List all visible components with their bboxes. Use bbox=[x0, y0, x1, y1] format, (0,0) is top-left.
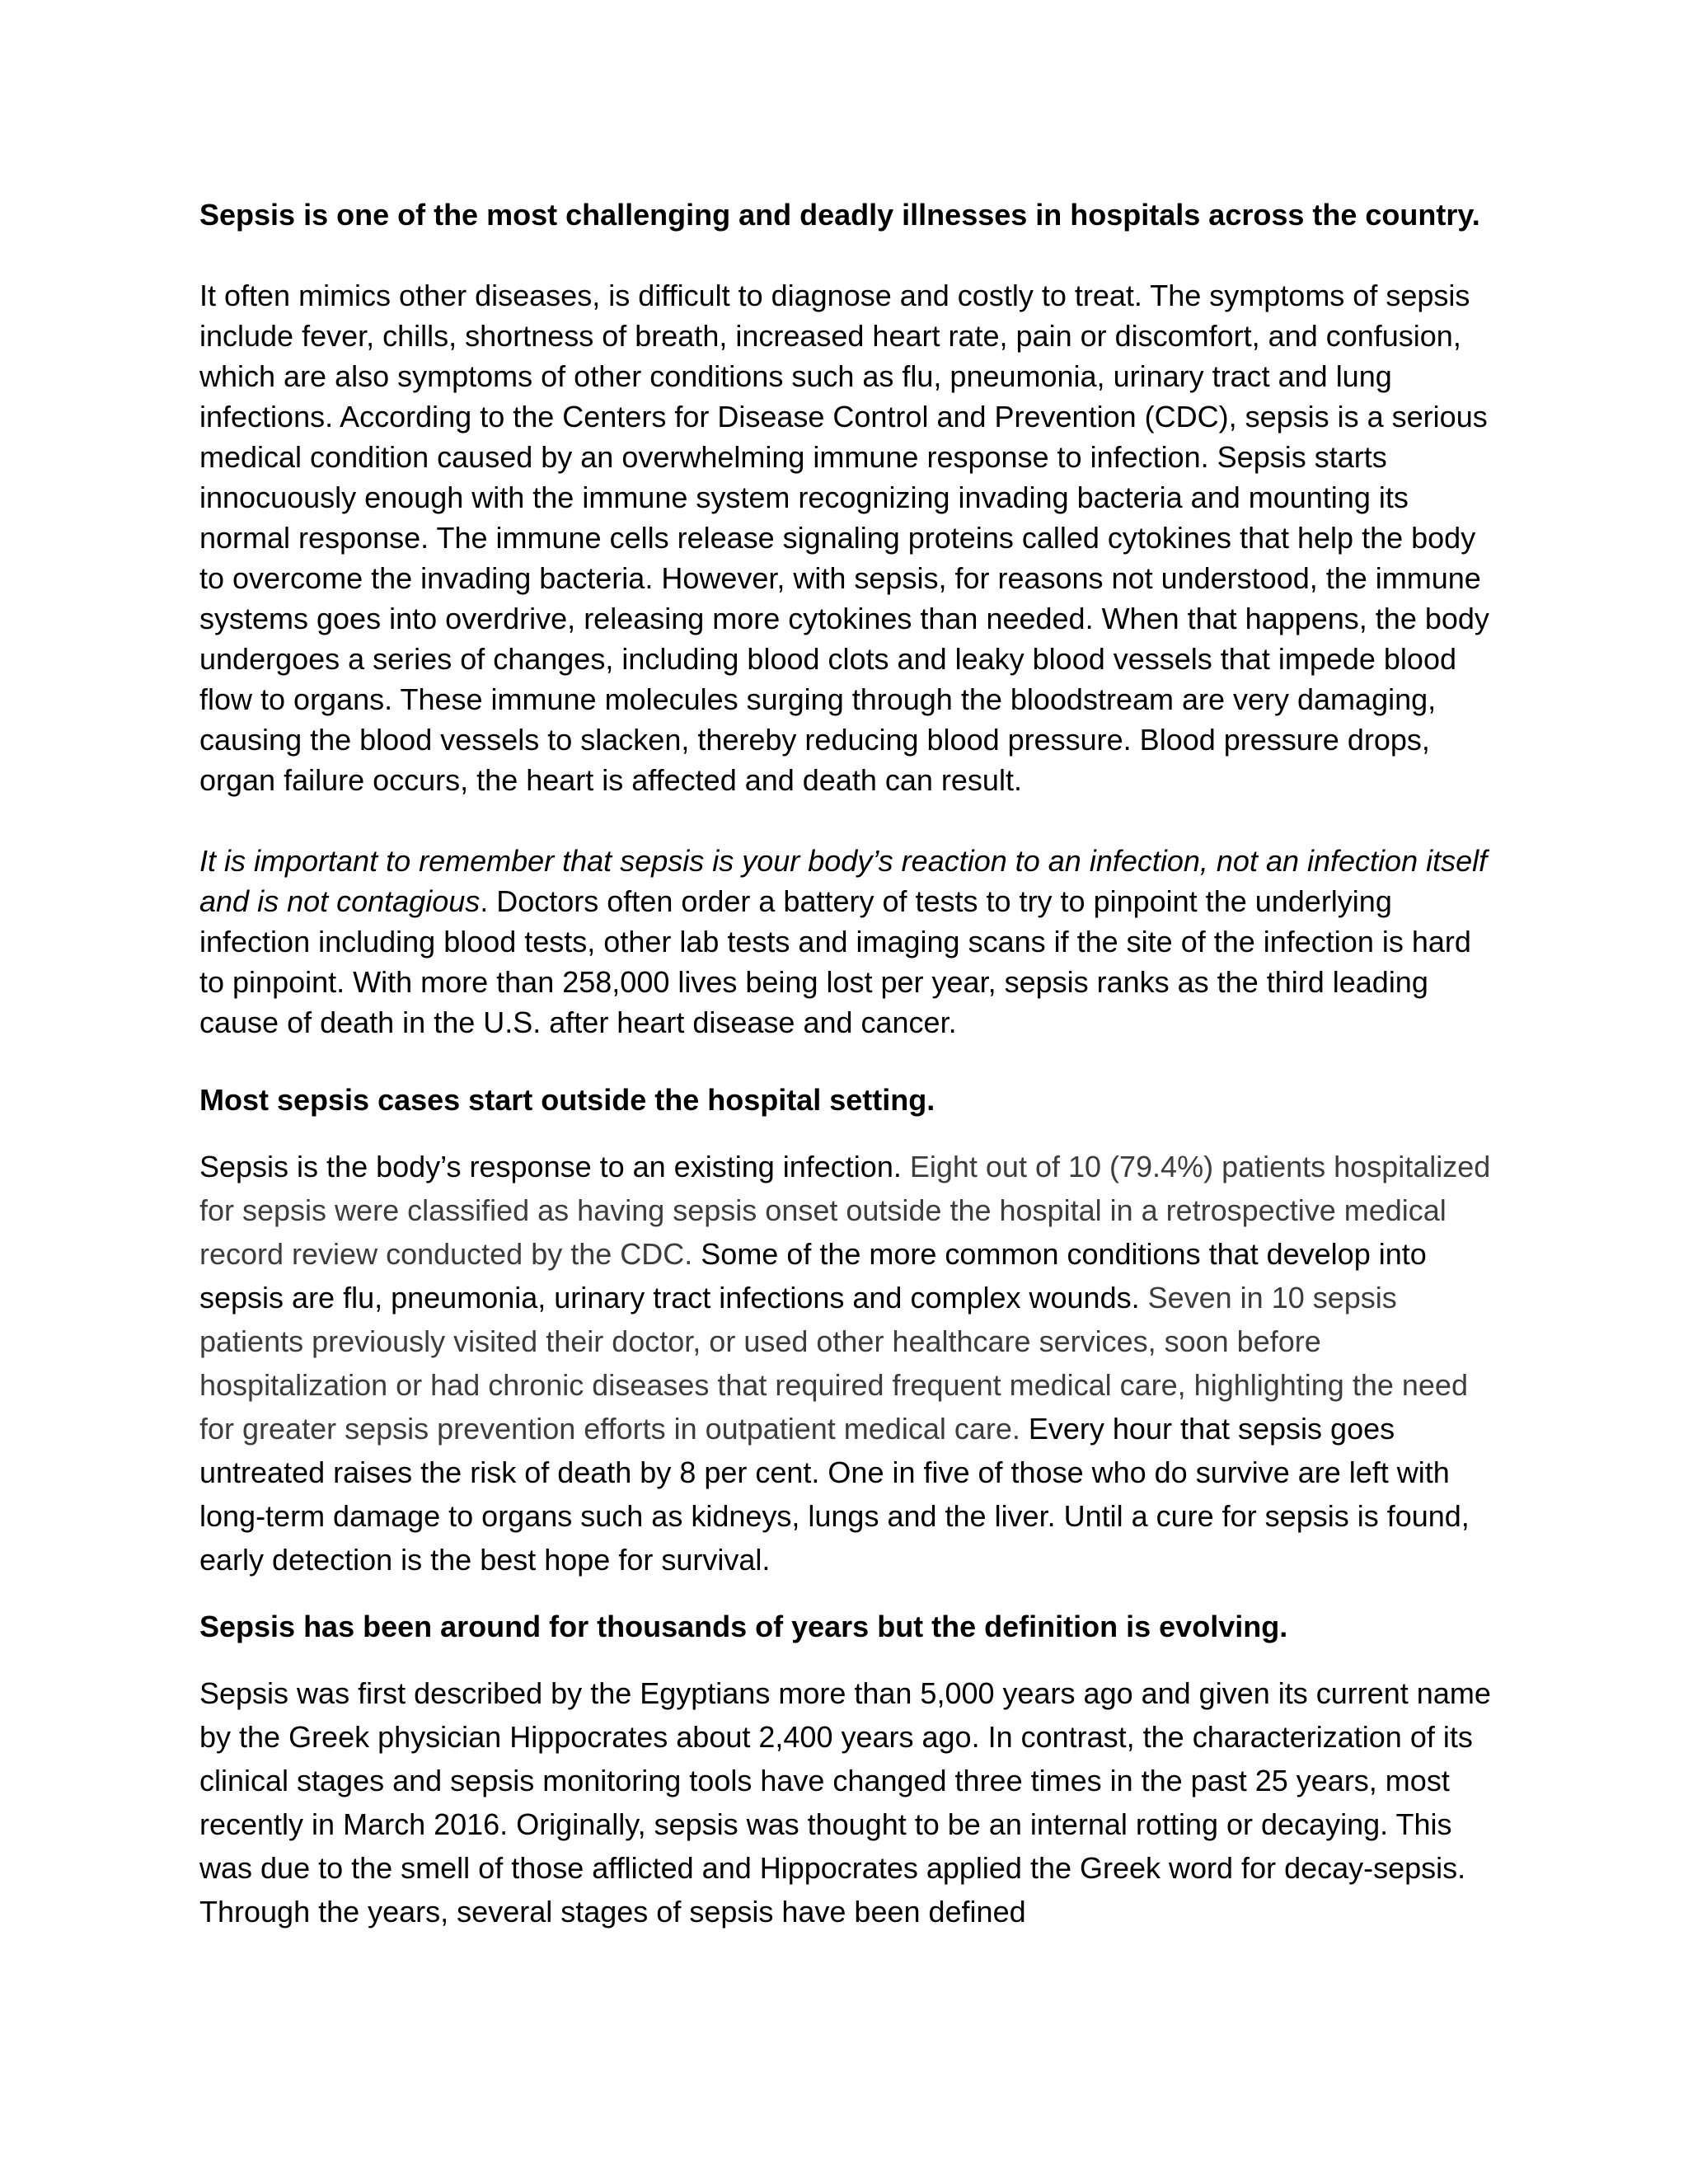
spacer bbox=[199, 1647, 1498, 1671]
spacer bbox=[199, 1043, 1498, 1080]
healthcare-statistic-text: Seven in 10 sepsis patients previously visited their doctor, or used other healthcare services, soon before hospitalization or had chronic diseases that required frequent medical care, highlighting the need for greater sepsis prevention efforts in outpatient medical care. bbox=[199, 1281, 1468, 1446]
italic-emphasis: It is important to remember that sepsis is your body’s reaction to an infection, not an infection itself and is not contagious bbox=[199, 844, 1488, 918]
paragraph-symptoms: It often mimics other diseases, is difficult to diagnose and costly to treat. The symptoms of sepsis include fever, chills, shortness of breath, increased heart rate, pain or discomfort, and confusion, which are also symptoms of other conditions such as flu, pneumonia, urinary tract and lung infections. According to the Centers for Disease Control and Prevention (CDC), sepsis is a serious medical condition caused by an overwhelming immune response to infection. Sepsis starts innocuously enough with the immune system recognizing invading bacteria and mounting its normal response. The immune cells release signaling proteins called cytokines that help the body to overcome the invading bacteria. However, with sepsis, for reasons not understood, the immune systems goes into overdrive, releasing more cytokines than needed. When that happens, the body undergoes a series of changes, including blood clots and leaky blood vessels that impede blood flow to organs. These immune molecules surging through the bloodstream are very damaging, causing the blood vessels to slacken, thereby reducing blood pressure. Blood pressure drops, organ failure occurs, the heart is affected and death can result. bbox=[199, 279, 1489, 797]
spacer bbox=[199, 800, 1498, 841]
paragraph-reaction-text: . Doctors often order a battery of tests to try to pinpoint the underlying infection including blood tests, other lab tests and imaging scans if the site of the infection is hard to pinpoint. With more than 258,000 lives being lost per year, sepsis ranks as the third leading cause of death in the U.S. after heart disease and cancer. bbox=[199, 884, 1471, 1039]
paragraph-history: Sepsis was first described by the Egyptians more than 5,000 years ago and given its current name by the Greek physician Hippocrates about 2,400 years ago. In contrast, the characterization of its clinical stages and sepsis monitoring tools have changed three times in the past 25 years, most recently in March 2016. Originally, sepsis was thought to be an internal rotting or decaying. This was due to the smell of those afflicted and Hippocrates applied the Greek word for decay-sepsis. Through the years, several stages of sepsis have been defined bbox=[199, 1676, 1491, 1929]
paragraph-text: Every hour that sepsis goes untreated raises the risk of death by 8 per cent. One in five of those who do survive are left with long-term damage to organs such as kidneys, lungs and the liver. Until a cure for sepsis is found, early detection is the best hope for survival. bbox=[199, 1412, 1470, 1577]
section-heading-outside-hospital: Most sepsis cases start outside the hospital setting. bbox=[199, 1083, 935, 1117]
spacer bbox=[199, 235, 1498, 275]
section-heading-history: Sepsis has been around for thousands of years but the definition is evolving. bbox=[199, 1610, 1288, 1643]
spacer bbox=[199, 1582, 1498, 1606]
paragraph-reaction bbox=[199, 841, 1498, 1043]
paragraph-outside-hospital bbox=[199, 1145, 1498, 1582]
cdc-statistic-text: Eight out of 10 (79.4%) patients hospitalized for sepsis were classified as having sepsis onset outside the hospital in a retrospective medical record review conducted by the CDC. bbox=[199, 1150, 1491, 1271]
document-page bbox=[199, 194, 1498, 1933]
spacer bbox=[199, 1120, 1498, 1145]
paragraph-text: Some of the more common conditions that develop into sepsis are flu, pneumonia, urinary tract infections and complex wounds. bbox=[199, 1237, 1427, 1315]
paragraph-text: Sepsis is the body’s response to an existing infection. bbox=[199, 1150, 910, 1183]
section-heading-challenging: Sepsis is one of the most challenging and deadly illnesses in hospitals across the country. bbox=[199, 198, 1480, 232]
